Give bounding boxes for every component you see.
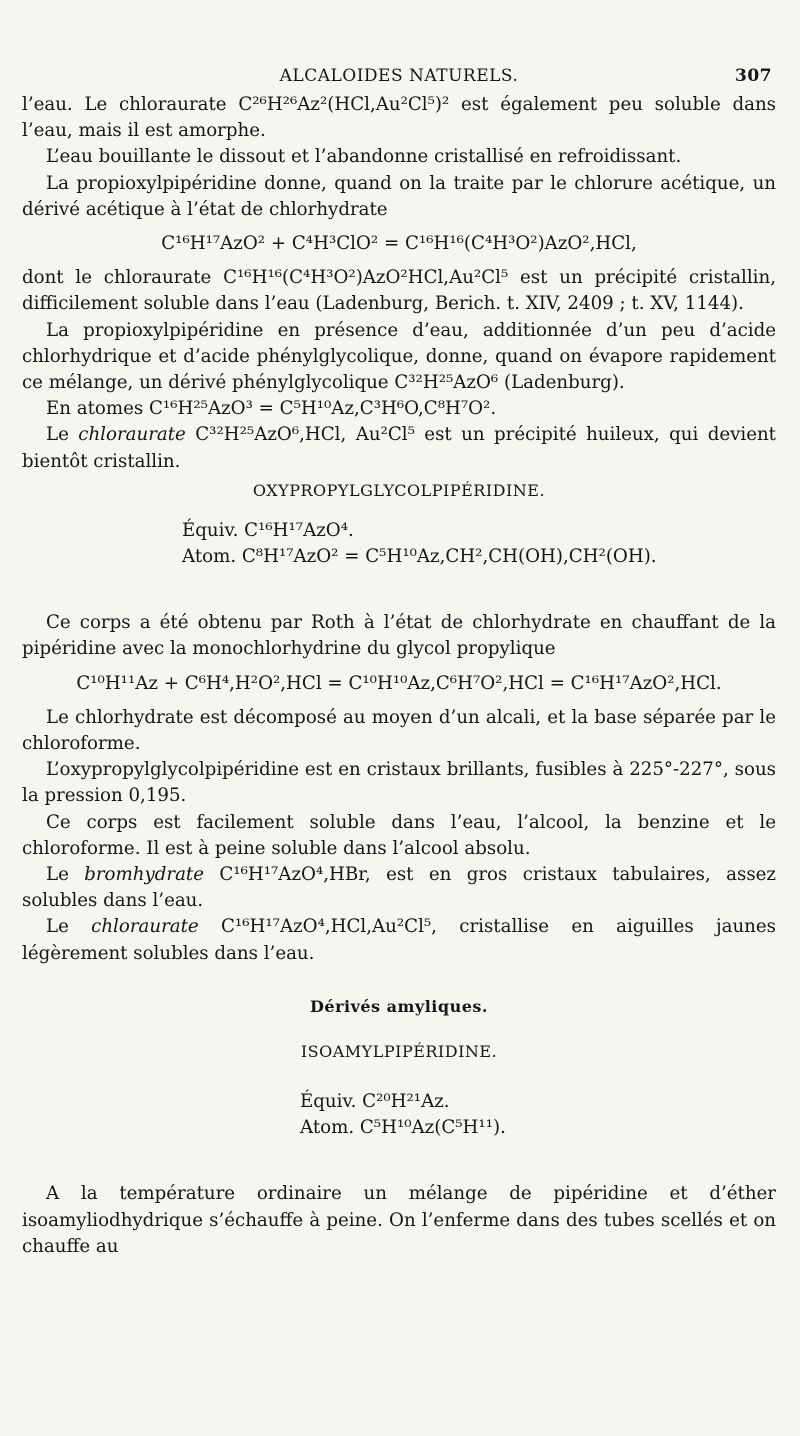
paragraph: La propioxylpipéridine en présence d’eau, additionnée d’un peu d’acide chlorhydrique et d’acide phénylglycolique, donne, quand on évapore rapidement ce mélange, un dérivé phénylglycolique C³²H²⁵AzO⁶ (Ladenburg).	[22, 319, 776, 394]
atom-formula: Atom. C⁵H¹⁰Az(C⁵H¹¹).	[300, 1117, 506, 1139]
italic-term: chloraurate	[91, 916, 199, 938]
paragraph: En atomes C¹⁶H²⁵AzO³ = C⁵H¹⁰Az,C³H⁶O,C⁸H⁷O².	[46, 398, 497, 420]
running-title: ALCALOIDES NATURELS.	[279, 66, 519, 86]
paragraph: La propioxylpipéridine donne, quand on la traite par le chlorure acétique, un dérivé acétique à l’état de chlorhydrate	[22, 172, 776, 220]
formula: C¹⁶H¹⁷AzO² + C⁴H³ClO² = C¹⁶H¹⁶(C⁴H³O²)AzO²,HCl,	[161, 233, 637, 255]
text-run: Le	[46, 424, 79, 446]
equiv-formula: Équiv. C¹⁶H¹⁷AzO⁴.	[182, 519, 354, 541]
text-run: Le	[46, 916, 92, 938]
paragraph	[22, 422, 776, 474]
section-heading: ISOAMYLPIPÉRIDINE.	[300, 1041, 498, 1061]
text-run: C³²H²⁵AzO⁶,HCl, Au²Cl⁵ est un précipité huileux, qui devient bientôt cristallin.	[22, 424, 776, 472]
page-number: 307	[735, 66, 772, 86]
paragraph: A la température ordinaire un mélange de pipéridine et d’éther isoamyliodhydrique s’échauffe à peine. On l’enferme dans des tubes scellés et on chauffe au	[22, 1183, 776, 1257]
text-run: C¹⁶H¹⁷AzO⁴,HCl,Au²Cl⁵, cristallise en aiguilles jaunes légèrement solubles dans l’eau.	[22, 916, 776, 964]
section-heading: OXYPROPYLGLYCOLPIPÉRIDINE.	[252, 480, 546, 500]
text-run: Le	[46, 864, 85, 886]
paragraph: L’oxypropylglycolpipéridine est en cristaux brillants, fusibles à 225°-227°, sous la pression 0,195.	[22, 759, 776, 807]
paragraph: L’eau bouillante le dissout et l’abandonne cristallisé en refroidissant.	[46, 146, 682, 168]
italic-term: bromhydrate	[84, 864, 204, 886]
formula: C¹⁰H¹¹Az + C⁶H⁴,H²O²,HCl = C¹⁰H¹⁰Az,C⁶H⁷O²,HCl = C¹⁶H¹⁷AzO²,HCl.	[76, 672, 722, 694]
atom-formula: Atom. C⁸H¹⁷AzO² = C⁵H¹⁰Az,CH²,CH(OH),CH²(OH).	[182, 546, 657, 568]
paragraph: Ce corps a été obtenu par Roth à l’état de chlorhydrate en chauffant de la pipéridine avec la monochlorhydrine du glycol propylique	[22, 612, 776, 660]
running-header	[22, 62, 776, 92]
paragraph: Ce corps est facilement soluble dans l’eau, l’alcool, la benzine et le chloroforme. Il est à peine soluble dans l’alcool absolu.	[22, 811, 776, 859]
paragraph	[22, 862, 776, 914]
paragraph: dont le chloraurate C¹⁶H¹⁶(C⁴H³O²)AzO²HCl,Au²Cl⁵ est un précipité cristallin, difficilement soluble dans l’eau (Ladenburg, Berich. t. XIV, 2409 ; t. XV, 1144).	[22, 267, 776, 315]
equiv-formula: Équiv. C²⁰H²¹Az.	[300, 1090, 450, 1112]
text-run: C¹⁶H¹⁷AzO⁴,HBr, est en gros cristaux tabulaires, assez solubles dans l’eau.	[22, 864, 776, 912]
paragraph: l’eau. Le chloraurate C²⁶H²⁶Az²(HCl,Au²Cl⁵)² est également peu soluble dans l’eau, mais il est amorphe.	[22, 94, 776, 142]
paragraph	[22, 914, 776, 966]
paragraph: Le chlorhydrate est décomposé au moyen d’un alcali, et la base séparée par le chloroforme.	[22, 706, 776, 755]
section-heading-bold: Dérivés amyliques.	[310, 996, 488, 1016]
italic-term: chloraurate	[78, 424, 186, 446]
